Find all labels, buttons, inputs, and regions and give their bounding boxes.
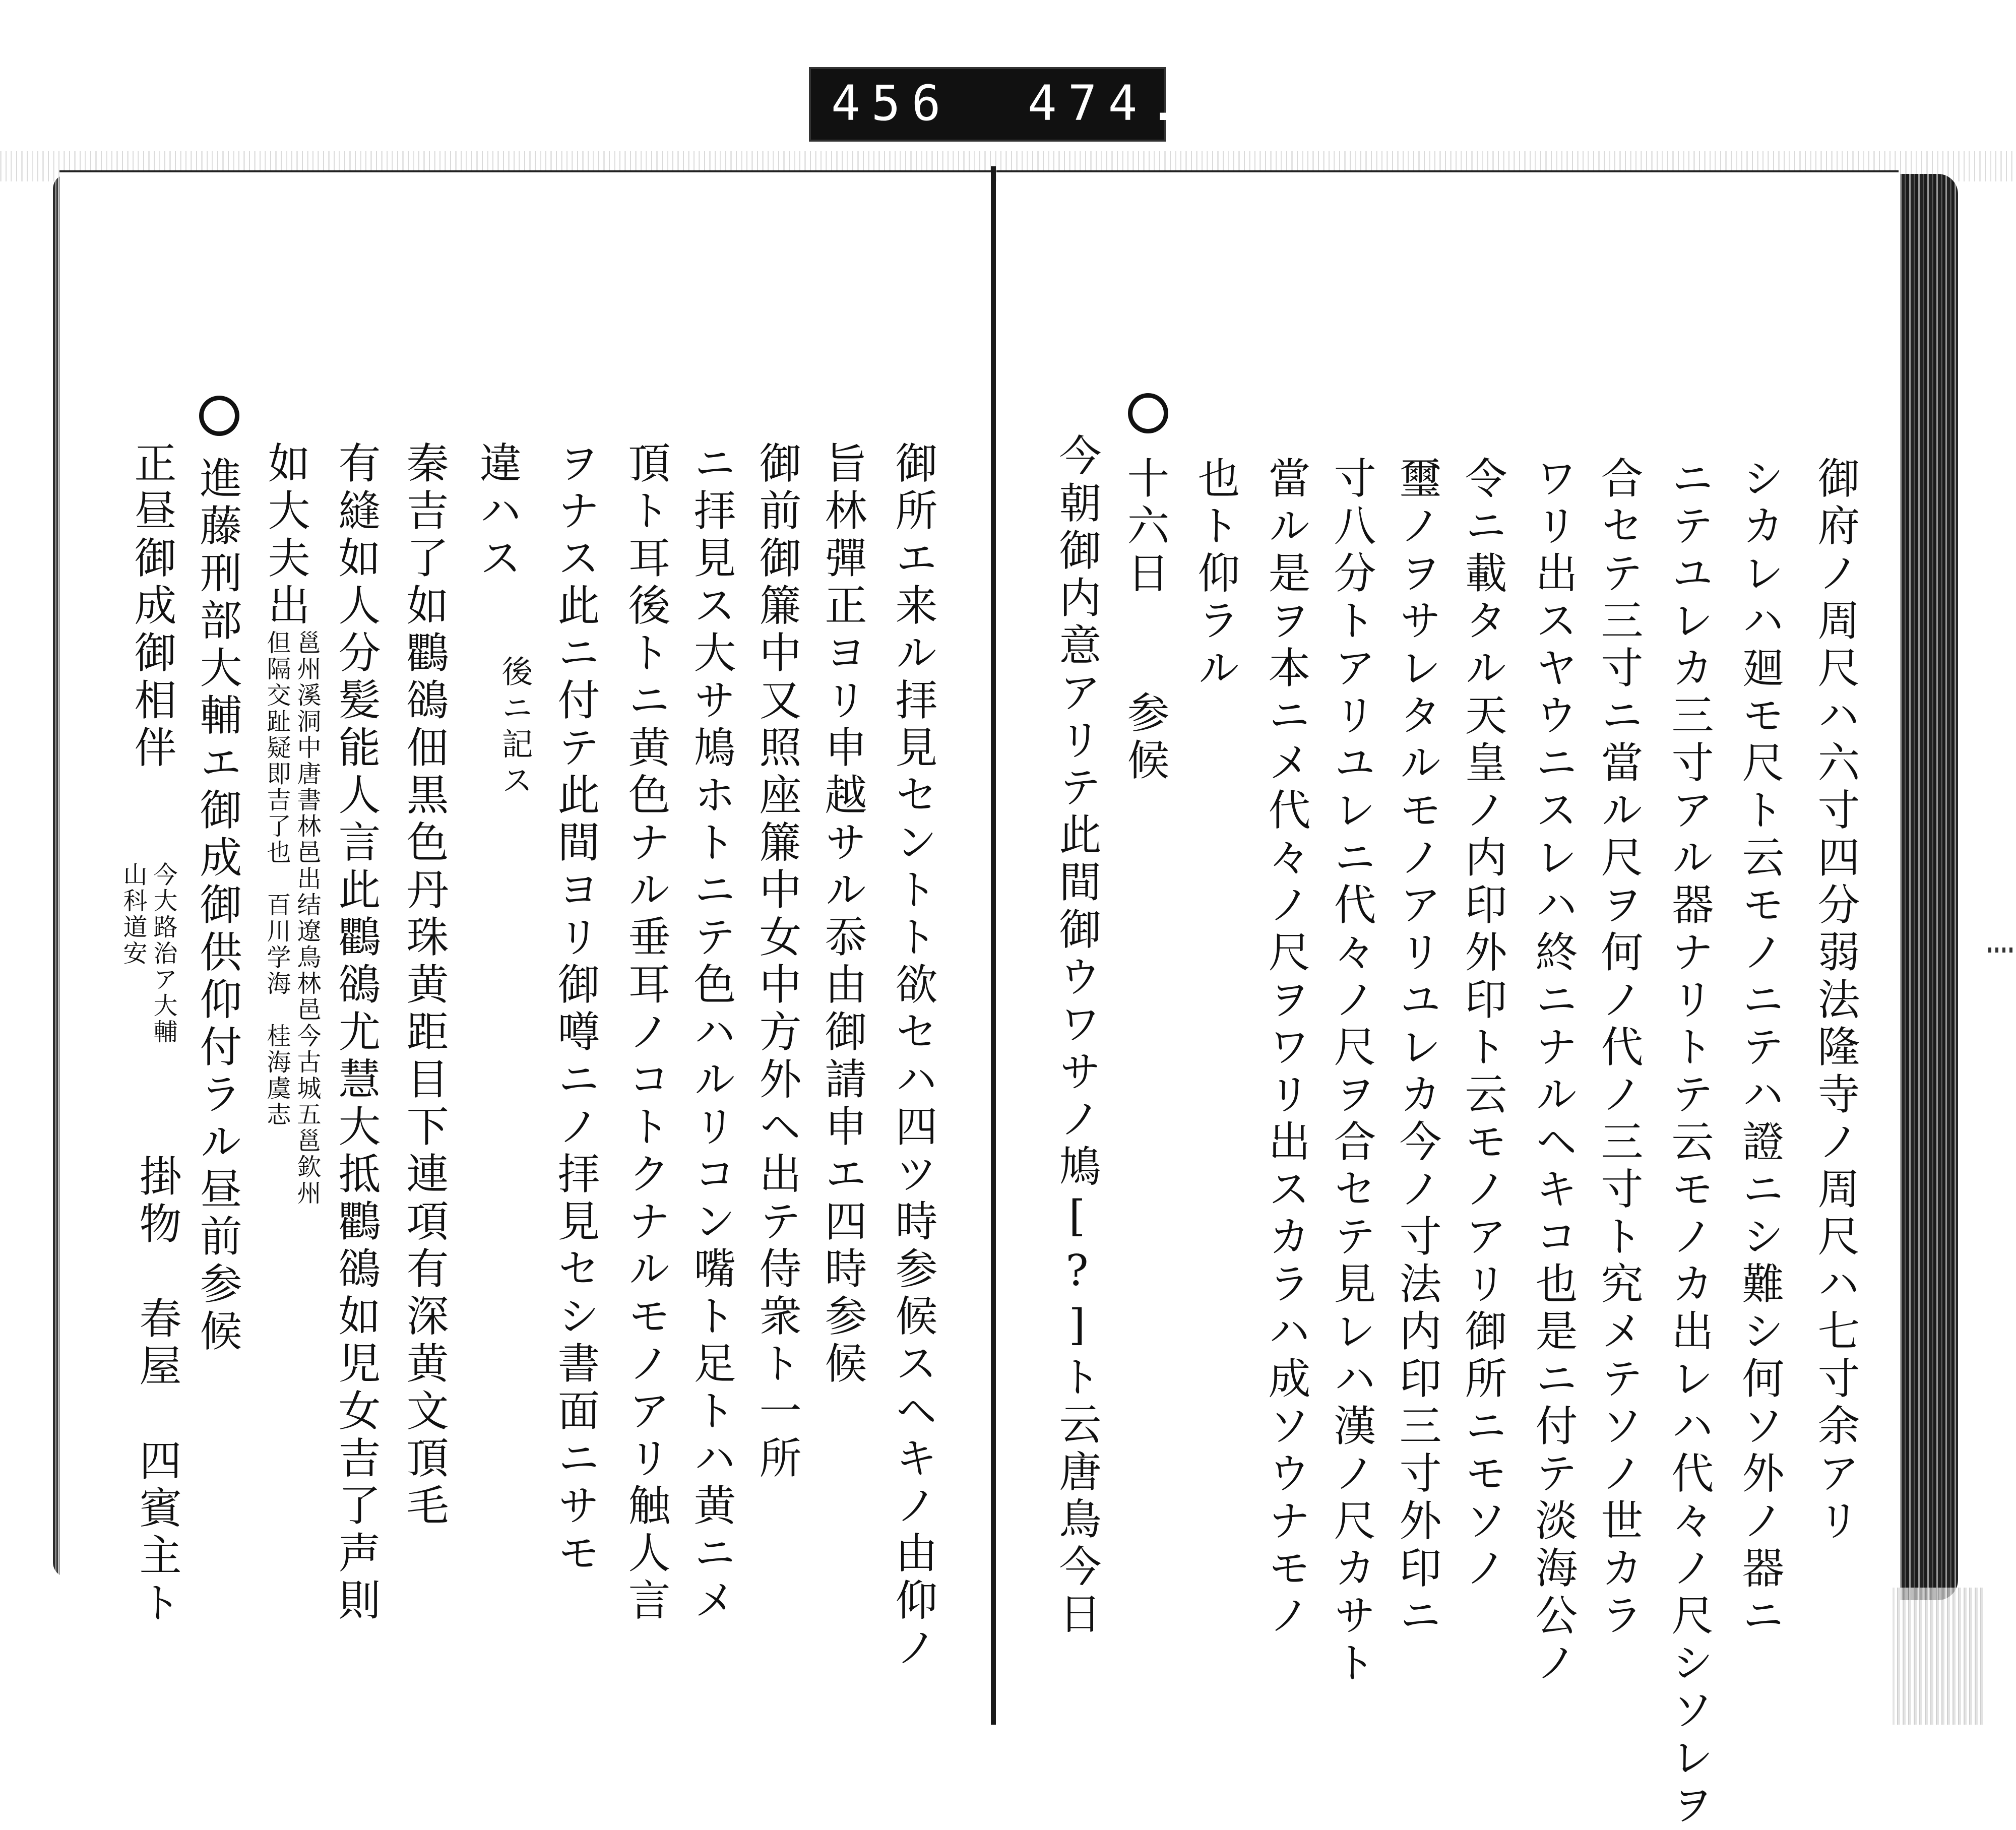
entry-18-note-1: 今大路治ア大輔 [149, 862, 177, 1045]
right-col-3: ニテユレカ三寸アル器ナリトテ云モノカ出レハ代々ノ尺シソレヲ [1665, 456, 1714, 1830]
entry-18-line2: 正昼御成御相伴 [128, 441, 177, 773]
entry-16-line1: 参候 [1120, 690, 1170, 785]
entry-16-col-6: ヲナス此ニ付テ此間ヨリ御噂ニノ拝見セシ書面ニサモ [551, 441, 600, 1578]
scan-speckle [1988, 948, 2013, 953]
frame-number-label [809, 67, 1189, 142]
entry-18-note-2: 山科道安 [119, 862, 147, 967]
left-col-1: 秦吉了如鸜鵒佃黒色丹珠黄距目下連項有深黄文頂毛 [400, 441, 449, 1531]
right-col-2: シカレハ廻モ尺ト云モノニテハ證ニシ難シ何ソ外ノ器ニ [1735, 456, 1785, 1640]
entry-18-tail: 掛物 春屋 四賓主ト [133, 1154, 182, 1628]
left-col-2: 有縫如人分髪能人言此鸜鵒尤慧大抵鸜鵒如児女吉了声則 [332, 441, 381, 1625]
frame-number-left: 456 [831, 75, 952, 132]
right-page-edge [1900, 174, 1958, 1600]
right-col-1: 御府ノ周尺ハ六寸四分弱法隆寺ノ周尺ハ七寸余アリ [1811, 456, 1860, 1546]
entry-16-col-3: 御前御簾中又照座簾中女中方外ヘ出テ侍衆ト一所 [752, 441, 802, 1483]
right-col-10: 也ト仰ラル [1191, 456, 1240, 693]
right-col-6: 令ニ載タル天皇ノ内印外印ト云モノアリ御所ニモソノ [1458, 456, 1507, 1593]
frame-number-right: 474. [1028, 75, 1189, 132]
right-col-7: 璽ノヲサレタルモノアリユレカ今ノ寸法内印三寸外印ニ [1393, 456, 1442, 1640]
book-gutter [991, 166, 996, 1725]
entry-16-line2: 今朝御内意アリテ此間御ウワサノ鳩[?]ト云唐鳥今日 [1052, 433, 1102, 1639]
entry-16-col-2: 旨林彈正ヨリ申越サル忝由御請申エ四時参候 [818, 441, 867, 1389]
entry-16-last-line: 違ハス [473, 441, 522, 583]
source-note-1: 邕州溪洞中唐書林邑出结遼鳥林邑今古城五邕欽州 [293, 630, 321, 1207]
entry-16-col-1: 御所エ来ル拝見セントト欲セハ四ツ時参候スヘキノ由仰ノ [889, 441, 938, 1673]
source-note-2: 但隔交趾疑即吉了也 百川学海 桂海虞志 [263, 630, 291, 1128]
right-col-9: 當ル是ヲ本ニメ代々ノ尺ヲワリ出スカラハ成ソウナモノ [1262, 456, 1311, 1640]
left-col-3: 如大夫出 [261, 441, 310, 630]
right-col-8: 寸八分トアリユレニ代々ノ尺ヲ合セテ見レハ漢ノ尺カサト [1327, 456, 1376, 1688]
entry-16-col-4: ニ拝見ス大サ鳩ホトニテ色ハルリコン嘴ト足トハ黄ニメ [687, 441, 736, 1625]
note-later: 後ニ記ス [496, 655, 533, 800]
entry-18-line1: 進藤刑部大輔エ御成御供仰付ラル昼前参候 [193, 456, 242, 1356]
right-col-5: ワリ出スヤウニスレハ終ニナルヘキコ也是ニ付テ淡海公ノ [1529, 456, 1578, 1688]
entry-marker-circle [199, 396, 239, 436]
entry-marker-circle [1128, 393, 1168, 433]
entry-16-date: 十六日 [1120, 456, 1170, 598]
entry-16-col-5: 頂ト耳後トニ黄色ナル垂耳ノコトクナルモノアリ触人言 [621, 441, 671, 1625]
right-col-4: 合セテ三寸ニ當ル尺ヲ何ノ代ノ三寸ト究メテソノ世カラ [1594, 456, 1644, 1640]
right-page-edge-shadow [1893, 1588, 1983, 1725]
